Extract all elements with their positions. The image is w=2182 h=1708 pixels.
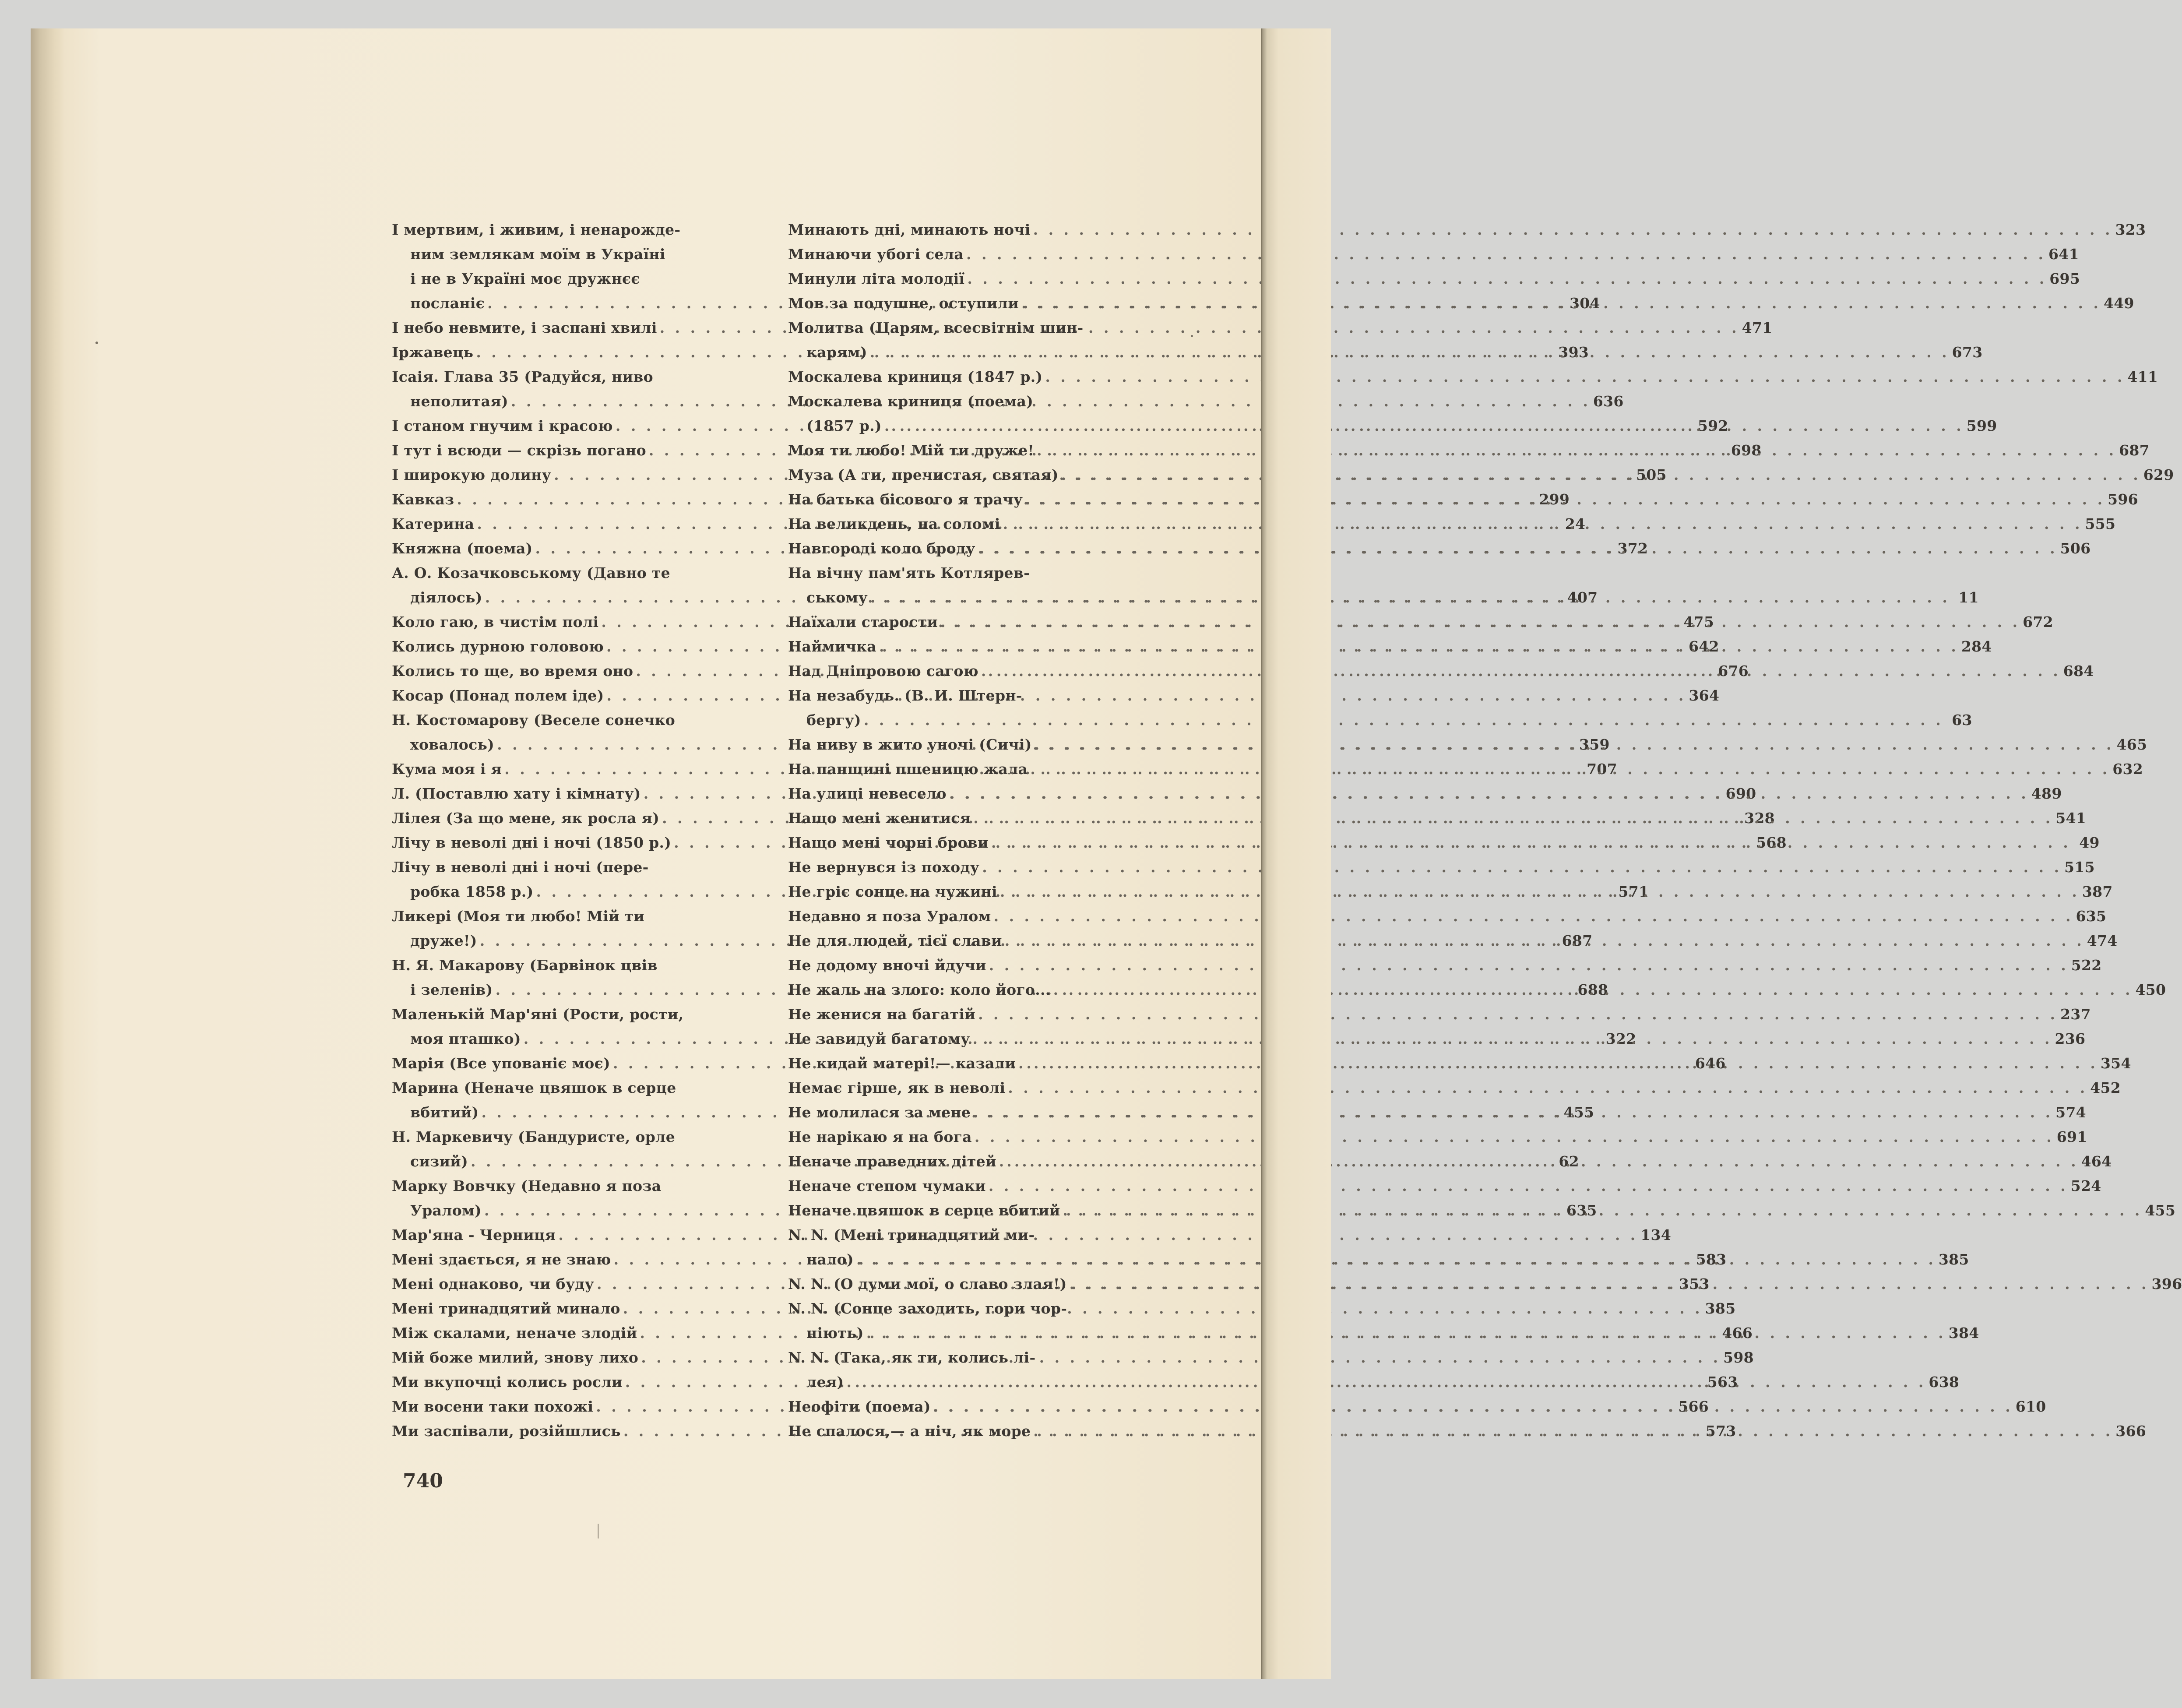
entry-line bbox=[392, 267, 683, 291]
leader-dots bbox=[986, 953, 2071, 978]
leader-dots bbox=[1016, 1051, 2101, 1076]
index-entry bbox=[788, 904, 2107, 929]
entry-line bbox=[788, 561, 1086, 585]
leader-dots bbox=[964, 267, 2049, 291]
leader-dots bbox=[971, 806, 2055, 831]
paper-speck bbox=[598, 1524, 599, 1539]
entry-title: Марія (Все упованіє моє) bbox=[392, 1055, 610, 1072]
entry-page-number: 396 bbox=[2151, 1275, 2182, 1292]
entry-page-number: 237 bbox=[2060, 1006, 2091, 1023]
leader-dots bbox=[975, 1002, 2060, 1027]
leader-dots bbox=[864, 1321, 1949, 1345]
entry-line bbox=[392, 953, 683, 978]
entry-page-number: 354 bbox=[2100, 1055, 2131, 1072]
leader-dots bbox=[867, 340, 1952, 365]
entry-title: Лічу в неволі дні і ночі (пере- bbox=[392, 859, 649, 876]
entry-title: нало) bbox=[806, 1251, 854, 1268]
entry-page-number: 646 bbox=[1695, 1055, 1726, 1072]
leader-dots bbox=[989, 831, 2073, 855]
entry-page-number: 635 bbox=[2076, 908, 2107, 925]
entry-title: N. N. (Мені тринадцятий ми- bbox=[788, 1226, 1035, 1243]
entry-title: І мертвим, і живим, і ненарожде- bbox=[392, 221, 681, 238]
entry-title: Колись дурною головою bbox=[392, 638, 604, 655]
entry-title: Немає гірше, як в неволі bbox=[788, 1079, 1006, 1096]
entry-page-number: 455 bbox=[2145, 1202, 2176, 1219]
entry-title: Мені здається, я не знаю bbox=[392, 1251, 611, 1268]
entry-page-number: 304 bbox=[1570, 295, 1600, 312]
leader-dots bbox=[1059, 463, 2143, 487]
entry-title: І станом гнучим і красою bbox=[392, 417, 613, 434]
entry-page-number: 387 bbox=[2082, 883, 2113, 900]
entry-page-number: 384 bbox=[1948, 1324, 1979, 1342]
entry-line bbox=[392, 904, 683, 929]
leader-dots bbox=[1000, 512, 2085, 536]
leader-dots bbox=[986, 1174, 2071, 1198]
entry-title: Наїхали старости bbox=[788, 613, 938, 630]
entry-page-number: 698 bbox=[1731, 442, 1762, 459]
leader-dots bbox=[1002, 929, 2087, 953]
entry-title: N. N. (Така, як ти, колись лі- bbox=[788, 1349, 1036, 1366]
entry-page-number: 299 bbox=[1539, 491, 1570, 508]
index-entry bbox=[788, 953, 2102, 978]
entry-page-number: 62 bbox=[1559, 1153, 1579, 1170]
entry-title: Іржавець bbox=[392, 344, 474, 361]
entry-page-number: 385 bbox=[1705, 1300, 1736, 1317]
entry-title: Маленькій Мар'яні (Рости, рости, bbox=[392, 1006, 684, 1023]
index-entry bbox=[788, 1125, 2087, 1149]
leader-dots bbox=[996, 1149, 2081, 1174]
entry-title: Москалева криниця (1847 р.) bbox=[788, 368, 1043, 385]
entry-title: Не женися на багатій bbox=[788, 1006, 976, 1023]
entry-page-number: 134 bbox=[1640, 1226, 1672, 1243]
leader-dots bbox=[1028, 757, 2112, 782]
entry-title: Марку Вовчку (Недавно я поза bbox=[392, 1177, 662, 1194]
entry-title: посланіє bbox=[410, 295, 485, 312]
leader-dots bbox=[947, 782, 2031, 806]
entry-line bbox=[788, 1296, 1086, 1321]
entry-title: вбитий) bbox=[410, 1104, 479, 1121]
leader-dots bbox=[1023, 487, 2108, 512]
entry-title: Не для людей, тієї слави bbox=[788, 932, 1002, 949]
entry-page-number: 49 bbox=[2079, 834, 2100, 851]
entry-page-number: 449 bbox=[2103, 295, 2134, 312]
entry-line bbox=[392, 218, 683, 242]
entry-title: неполитая) bbox=[410, 393, 508, 410]
leader-dots bbox=[997, 880, 2082, 904]
paper-speck bbox=[95, 342, 98, 344]
entry-title: Муза (А ти, пречистая, святая) bbox=[788, 466, 1059, 483]
entry-title: Не гріє сонце на чужині bbox=[788, 883, 997, 900]
entry-page-number: 574 bbox=[2055, 1104, 2086, 1121]
entry-line bbox=[788, 683, 1086, 708]
entry-title: Москалева криниця (поема) bbox=[788, 393, 1034, 410]
entry-page-number: 638 bbox=[1929, 1373, 1960, 1391]
entry-title: сизий) bbox=[410, 1153, 468, 1170]
leader-dots bbox=[876, 634, 1961, 659]
entry-page-number: 632 bbox=[2112, 761, 2143, 778]
entry-page-number: 573 bbox=[1705, 1423, 1736, 1440]
entry-title: N. N. (О думи мої, о славо злая!) bbox=[788, 1275, 1067, 1292]
entry-page-number: 505 bbox=[1636, 466, 1667, 483]
entry-title: Недавно я поза Уралом bbox=[788, 908, 991, 925]
entry-page-number: 366 bbox=[2115, 1423, 2146, 1440]
entry-title: моя пташко) bbox=[410, 1030, 521, 1047]
entry-title: Між скалами, неначе злодій bbox=[392, 1324, 637, 1342]
entry-title: Коло гаю, в чистім полі bbox=[392, 613, 599, 630]
entry-page-number: 393 bbox=[1558, 344, 1589, 361]
entry-page-number: 568 bbox=[1756, 834, 1787, 851]
entry-line bbox=[788, 242, 2079, 267]
entry-title: друже!) bbox=[410, 932, 477, 949]
entry-line bbox=[788, 1223, 1086, 1247]
entry-title: ним землякам моїм в Україні bbox=[410, 246, 665, 263]
entry-page-number: 372 bbox=[1617, 540, 1648, 557]
entry-title: Не нарікаю я на бога bbox=[788, 1128, 972, 1145]
entry-page-number: 364 bbox=[1689, 687, 1720, 704]
index-entry bbox=[788, 1076, 2121, 1100]
index-entry bbox=[788, 242, 2079, 267]
entry-page-number: 592 bbox=[1697, 417, 1728, 434]
entry-page-number: 328 bbox=[1744, 810, 1775, 827]
entry-title: Мені однаково, чи буду bbox=[392, 1275, 594, 1292]
entry-line bbox=[788, 316, 1086, 340]
entry-page-number: 322 bbox=[1605, 1030, 1636, 1047]
entry-title: Колись то ще, во время оно bbox=[392, 662, 633, 680]
entry-page-number: 636 bbox=[1593, 393, 1624, 410]
entry-page-number: 687 bbox=[1562, 932, 1593, 949]
entry-title: Не спалося,— а ніч, як море bbox=[788, 1423, 1031, 1440]
entry-page-number: 471 bbox=[1742, 319, 1773, 336]
entry-page-number: 353 bbox=[1679, 1275, 1710, 1292]
entry-page-number: 641 bbox=[2048, 246, 2079, 263]
entry-page-number: 236 bbox=[2055, 1030, 2086, 1047]
entry-title: Ісаія. Глава 35 (Радуйся, ниво bbox=[392, 368, 653, 385]
leader-dots bbox=[1031, 1419, 2115, 1444]
entry-line bbox=[392, 855, 683, 880]
index-entry bbox=[788, 218, 2146, 242]
entry-page-number: 323 bbox=[2115, 221, 2146, 238]
leader-dots bbox=[854, 1247, 1939, 1272]
entry-title: Минають дні, минають ночі bbox=[788, 221, 1031, 238]
book-page bbox=[31, 28, 2182, 1679]
index-entry bbox=[788, 267, 2080, 291]
entry-title: Кума моя і я bbox=[392, 761, 502, 778]
entry-title: Над Дніпровою сагою bbox=[788, 662, 978, 680]
entry-page-number: 583 bbox=[1696, 1251, 1727, 1268]
leader-dots bbox=[1060, 1198, 2145, 1223]
leader-dots bbox=[868, 585, 1953, 610]
entry-title: Ми восени таки похожі bbox=[392, 1398, 594, 1415]
entry-title: Нащо мені женитися bbox=[788, 810, 971, 827]
entry-title: Л. (Поставлю хату і кімнату) bbox=[392, 785, 641, 802]
entry-title: робка 1858 р.) bbox=[410, 883, 534, 900]
leader-dots bbox=[604, 683, 1689, 708]
entry-page-number: 489 bbox=[2031, 785, 2062, 802]
entry-title: діялось) bbox=[410, 589, 482, 606]
leader-dots bbox=[1032, 733, 2117, 757]
entry-title: карям) bbox=[806, 344, 867, 361]
entry-title: Мені тринадцятий минало bbox=[392, 1300, 620, 1317]
entry-title: Не кидай матері!— казали bbox=[788, 1055, 1016, 1072]
entry-page-number: 684 bbox=[2063, 662, 2094, 680]
entry-page-number: 642 bbox=[1688, 638, 1719, 655]
entry-title: Марина (Неначе цвяшок в серце bbox=[392, 1079, 676, 1096]
entry-line bbox=[788, 904, 2107, 929]
page-number: 740 bbox=[403, 1470, 443, 1492]
entry-title: На великдень, на соломі bbox=[788, 515, 1000, 532]
entry-title: Моя ти любо! Мій ти друже! bbox=[788, 442, 1035, 459]
entry-title: На незабудь. (В. И. Штерн- bbox=[788, 687, 1022, 704]
entry-page-number: 465 bbox=[2116, 736, 2147, 753]
entry-page-number: 63 bbox=[1952, 711, 1972, 729]
entry-title: N. N. (Сонце заходить, гори чор- bbox=[788, 1300, 1067, 1317]
leader-dots bbox=[975, 536, 2060, 561]
entry-line bbox=[788, 1345, 1086, 1370]
entry-page-number: 707 bbox=[1587, 761, 1617, 778]
entry-title: ському bbox=[806, 589, 868, 606]
entry-title: бергу) bbox=[806, 711, 861, 729]
leader-dots bbox=[979, 855, 2064, 880]
entry-title: На панщині пшеницю жала bbox=[788, 761, 1028, 778]
entry-title: Мов за подушне, оступили bbox=[788, 295, 1019, 312]
entry-line bbox=[788, 855, 2095, 880]
entry-title: На батька бісового я трачу bbox=[788, 491, 1023, 508]
entry-title: Ликері (Моя ти любо! Мій ти bbox=[392, 908, 645, 925]
entry-line bbox=[392, 242, 683, 267]
entry-title: Не додому вночі йдучи bbox=[788, 957, 986, 974]
adjacent-page-edge bbox=[1261, 28, 1331, 1679]
entry-page-number: 599 bbox=[1966, 417, 1997, 434]
entry-page-number: 635 bbox=[1566, 1202, 1597, 1219]
entry-title: І небо невмите, і заспані хвилі bbox=[392, 319, 657, 336]
entry-title: І тут і всюди — скрізь погано bbox=[392, 442, 646, 459]
entry-page-number: 452 bbox=[2090, 1079, 2121, 1096]
entry-page-number: 571 bbox=[1618, 883, 1649, 900]
entry-title: Ми вкупочці колись росли bbox=[392, 1373, 623, 1391]
entry-title: Не завидуй багатому bbox=[788, 1030, 970, 1047]
entry-title: (1857 р.) bbox=[806, 417, 882, 434]
entry-line bbox=[392, 365, 683, 389]
entry-line bbox=[392, 1125, 683, 1149]
index-entry bbox=[788, 1002, 2091, 1027]
entry-title: На улиці невесело bbox=[788, 785, 947, 802]
entry-title: На вічну пам'ять Котлярев- bbox=[788, 564, 1030, 581]
entry-line bbox=[788, 1076, 2121, 1100]
entry-line bbox=[392, 561, 683, 585]
entry-page-number: 450 bbox=[2135, 981, 2166, 998]
entry-title: і не в Україні моє дружнєє bbox=[410, 270, 640, 287]
entry-title: Катерина bbox=[392, 515, 475, 532]
entry-page-number: 691 bbox=[2056, 1128, 2087, 1145]
leader-dots bbox=[1034, 438, 2119, 463]
entry-page-number: 474 bbox=[2087, 932, 2118, 949]
entry-title: Мій боже милий, знову лихо bbox=[392, 1349, 639, 1366]
leader-dots bbox=[1019, 291, 2104, 316]
entry-line bbox=[788, 267, 2080, 291]
entry-title: Уралом) bbox=[410, 1202, 482, 1219]
entry-title: Наймичка bbox=[788, 638, 876, 655]
entry-page-number: 515 bbox=[2064, 859, 2095, 876]
entry-page-number: 541 bbox=[2055, 810, 2087, 827]
entry-page-number: 524 bbox=[2070, 1177, 2101, 1194]
entry-title: Неначе цвяшок в серце вбитий bbox=[788, 1202, 1060, 1219]
entry-title: Мар'яна - Черниця bbox=[392, 1226, 556, 1243]
entry-line bbox=[788, 1125, 2087, 1149]
index-entry bbox=[788, 365, 2158, 389]
entry-title: Минаючи убогі села bbox=[788, 246, 964, 263]
entry-page-number: 555 bbox=[2085, 515, 2116, 532]
entry-page-number: 688 bbox=[1577, 981, 1608, 998]
entry-title: ніють) bbox=[806, 1324, 864, 1342]
entry-title: Лічу в неволі дні і ночі (1850 р.) bbox=[392, 834, 672, 851]
entry-line bbox=[392, 708, 683, 733]
leader-dots bbox=[556, 1223, 1640, 1247]
entry-page-number: 284 bbox=[1961, 638, 1992, 655]
entry-page-number: 411 bbox=[2127, 368, 2158, 385]
leader-dots bbox=[1051, 978, 2136, 1002]
entry-title: Лілея (За що мене, як росла я) bbox=[392, 810, 660, 827]
leader-dots bbox=[978, 659, 2063, 683]
entry-title: Ми заспівали, розійшлись bbox=[392, 1423, 621, 1440]
entry-title: Молитва (Царям, всесвітнім шин- bbox=[788, 319, 1084, 336]
entry-title: Княжна (поема) bbox=[392, 540, 533, 557]
entry-line bbox=[392, 1076, 683, 1100]
entry-page-number: 610 bbox=[2015, 1398, 2046, 1415]
entry-page-number: 506 bbox=[2060, 540, 2091, 557]
entry-title: ховалось) bbox=[410, 736, 495, 753]
leader-dots bbox=[971, 1100, 2055, 1125]
entry-page-number: 695 bbox=[2049, 270, 2080, 287]
entry-page-number: 522 bbox=[2071, 957, 2102, 974]
entry-page-number: 359 bbox=[1579, 736, 1610, 753]
leader-dots bbox=[1005, 1076, 2090, 1100]
entry-title: Н. Я. Макарову (Барвінок цвів bbox=[392, 957, 658, 974]
entry-page-number: 690 bbox=[1725, 785, 1756, 802]
entry-page-number: 466 bbox=[1722, 1324, 1753, 1342]
leader-dots bbox=[1031, 218, 2115, 242]
entry-title: І широкую долину bbox=[392, 466, 552, 483]
entry-page-number: 687 bbox=[2119, 442, 2150, 459]
leader-dots bbox=[938, 610, 2023, 634]
entry-page-number: 563 bbox=[1707, 1373, 1738, 1391]
entry-line bbox=[392, 1002, 683, 1027]
entry-title: Н. Костомарову (Веселе сонечко bbox=[392, 711, 676, 729]
entry-line bbox=[788, 389, 1086, 414]
entry-line bbox=[788, 365, 2158, 389]
entry-title: Н. Маркевичу (Бандуристе, орле bbox=[392, 1128, 676, 1145]
entry-title: На ниву в жито уночі (Сичі) bbox=[788, 736, 1032, 753]
paper-speck bbox=[1191, 335, 1193, 337]
entry-title: лея) bbox=[806, 1373, 844, 1391]
entry-page-number: 24 bbox=[1565, 515, 1586, 532]
leader-dots bbox=[844, 1370, 1929, 1395]
entry-page-number: 475 bbox=[1683, 613, 1714, 630]
index-entry bbox=[788, 1174, 2101, 1198]
entry-line bbox=[788, 708, 1972, 733]
leader-dots bbox=[1042, 365, 2127, 389]
leader-dots bbox=[972, 1125, 2057, 1149]
entry-page-number: 407 bbox=[1567, 589, 1598, 606]
entry-title: Не вернувся із походу bbox=[788, 859, 980, 876]
entry-line bbox=[788, 1174, 2101, 1198]
entry-title: Неофіти (поема) bbox=[788, 1398, 931, 1415]
entry-page-number: 676 bbox=[1718, 662, 1749, 680]
leader-dots bbox=[861, 708, 1946, 733]
leader-dots bbox=[964, 242, 2048, 267]
entry-title: і зеленів) bbox=[410, 981, 493, 998]
entry-title: Неначе степом чумаки bbox=[788, 1177, 986, 1194]
entry-title: Неначе праведних дітей bbox=[788, 1153, 996, 1170]
leader-dots bbox=[1067, 1272, 2152, 1296]
leader-dots bbox=[970, 1027, 2055, 1051]
entry-line bbox=[788, 1002, 2091, 1027]
entry-title: Косар (Понад полем іде) bbox=[392, 687, 604, 704]
entry-title: Нащо мені чорні брови bbox=[788, 834, 989, 851]
entry-page-number: 672 bbox=[2023, 613, 2053, 630]
entry-line bbox=[788, 953, 2102, 978]
leader-dots bbox=[620, 1296, 1705, 1321]
entry-page-number: 385 bbox=[1938, 1251, 1969, 1268]
entry-page-number: 11 bbox=[1958, 589, 1979, 606]
entry-page-number: 629 bbox=[2143, 466, 2174, 483]
entry-page-number: 455 bbox=[1563, 1104, 1594, 1121]
entry-title: Кавказ bbox=[392, 491, 454, 508]
entry-line bbox=[392, 1174, 683, 1198]
entry-page-number: 673 bbox=[1952, 344, 1983, 361]
page-binding-shadow bbox=[31, 28, 65, 1679]
entry-line bbox=[788, 218, 2146, 242]
leader-dots bbox=[991, 904, 2076, 929]
entry-page-number: 598 bbox=[1723, 1349, 1754, 1366]
leader-dots bbox=[882, 414, 1967, 438]
entry-page-number: 566 bbox=[1678, 1398, 1709, 1415]
entry-title: Не жаль на злого: коло його... bbox=[788, 981, 1051, 998]
entry-page-number: 596 bbox=[2108, 491, 2138, 508]
leader-dots bbox=[931, 1395, 2016, 1419]
entry-page-number: 464 bbox=[2081, 1153, 2112, 1170]
entry-title: Не молилася за мене bbox=[788, 1104, 971, 1121]
entry-title: Навгороді коло броду bbox=[788, 540, 975, 557]
entry-title: А. О. Козачковському (Давно те bbox=[392, 564, 670, 581]
index-entry bbox=[788, 855, 2095, 880]
entry-title: Минули літа молодії bbox=[788, 270, 965, 287]
